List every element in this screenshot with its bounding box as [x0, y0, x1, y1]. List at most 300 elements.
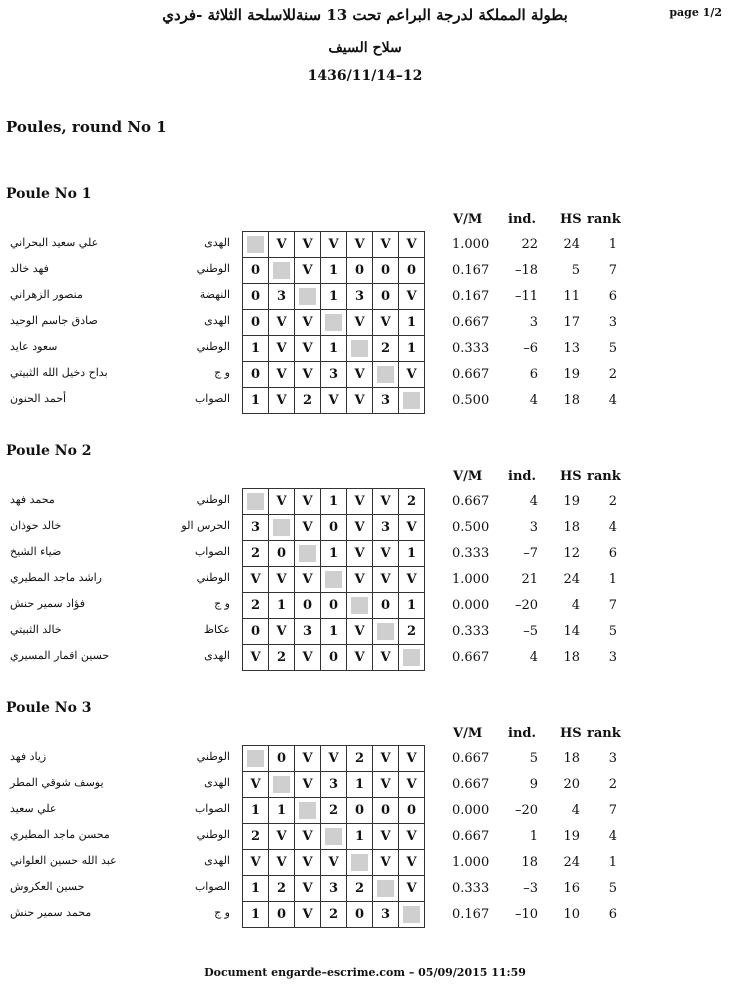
indicator-value: 3 [529, 520, 538, 535]
fencer-club: النهضة [199, 288, 230, 301]
fencer-name: أحمد الحنون [10, 392, 67, 405]
fencer-name: محمد سمير حنش [10, 906, 92, 919]
bout-cell: 2 [320, 901, 347, 928]
bout-cell: 1 [242, 875, 269, 902]
bout-cell: V [372, 849, 399, 876]
fencer-club: و ج [214, 366, 230, 379]
bout-cell: 0 [294, 592, 321, 619]
bout-cell: V [346, 488, 373, 515]
col-header-vm: V/M [453, 469, 483, 484]
vm-value: 0.333 [452, 881, 490, 896]
hits-scored-value: 19 [563, 367, 580, 382]
bout-cell: V [268, 309, 295, 336]
hits-scored-value: 20 [563, 777, 580, 792]
bout-cell: 0 [242, 361, 269, 388]
hits-scored-value: 4 [571, 598, 580, 613]
bout-cell-empty [294, 540, 321, 567]
indicator-value: 3 [529, 315, 538, 330]
bout-cell: 3 [372, 901, 399, 928]
bout-cell: 2 [398, 618, 425, 645]
bout-cell: 1 [398, 309, 425, 336]
bout-cell: V [294, 644, 321, 671]
indicator-value: 1 [529, 829, 538, 844]
bout-cell: V [398, 823, 425, 850]
table-row [0, 644, 730, 670]
bout-cell: 2 [346, 745, 373, 772]
fencer-club: الوطني [196, 340, 230, 353]
indicator-value: 5 [529, 751, 538, 766]
bout-cell: V [372, 488, 399, 515]
bout-cell: 3 [320, 771, 347, 798]
vm-value: 0.167 [452, 907, 490, 922]
bout-cell: V [268, 361, 295, 388]
bout-cell: V [372, 231, 399, 258]
poule-2 [0, 443, 730, 683]
table-row [0, 283, 730, 309]
bout-cell: 0 [268, 901, 295, 928]
bout-cell: V [268, 335, 295, 362]
vm-value: 0.667 [452, 494, 490, 509]
bout-cell: 0 [346, 797, 373, 824]
hits-scored-value: 18 [563, 520, 580, 535]
bout-cell: 0 [346, 257, 373, 284]
table-row [0, 771, 730, 797]
hits-scored-value: 18 [563, 650, 580, 665]
table-row [0, 387, 730, 413]
bout-cell: V [268, 488, 295, 515]
table-row [0, 592, 730, 618]
bout-cell-empty [242, 231, 269, 258]
bout-cell: V [268, 823, 295, 850]
rank-value: 5 [608, 881, 617, 896]
indicator-value: 9 [529, 777, 538, 792]
fencer-name: فهد خالد [10, 262, 49, 275]
poule-1 [0, 186, 730, 426]
bout-cell: V [294, 566, 321, 593]
bout-cell-empty [242, 488, 269, 515]
round-title: Poules, round No 1 [6, 118, 167, 136]
bout-cell: V [398, 566, 425, 593]
fencer-club: الحرس الو [181, 519, 230, 532]
bout-cell: V [398, 771, 425, 798]
fencer-name: علي سعيد البحراني [10, 236, 99, 249]
col-header-rank: rank [587, 726, 621, 741]
indicator-value: –10 [514, 907, 538, 922]
bout-cell: V [346, 514, 373, 541]
vm-value: 0.667 [452, 751, 490, 766]
hits-scored-value: 4 [571, 803, 580, 818]
indicator-value: 4 [529, 393, 538, 408]
table-row [0, 566, 730, 592]
bout-cell: 0 [242, 257, 269, 284]
col-header-hs: HS [560, 726, 582, 741]
bout-cell-empty [398, 901, 425, 928]
hits-scored-value: 11 [563, 289, 580, 304]
fencer-name: علي سعيد [10, 802, 57, 815]
fencer-club: الوطني [196, 493, 230, 506]
rank-value: 4 [608, 520, 617, 535]
col-header-vm: V/M [453, 212, 483, 227]
fencer-name: ضياء الشيخ [10, 545, 62, 558]
hits-scored-value: 12 [563, 546, 580, 561]
bout-cell: 2 [242, 823, 269, 850]
bout-cell: 0 [398, 797, 425, 824]
bout-cell-empty [268, 514, 295, 541]
bout-cell: 0 [268, 540, 295, 567]
bout-cell: V [372, 566, 399, 593]
bout-cell: V [268, 387, 295, 414]
fencer-name: محسن ماجد المطيري [10, 828, 110, 841]
table-row [0, 823, 730, 849]
fencer-name: حسين اقمار المسيري [10, 649, 110, 662]
rank-value: 6 [608, 907, 617, 922]
bout-cell: V [346, 387, 373, 414]
hits-scored-value: 14 [563, 624, 580, 639]
bout-cell: 2 [242, 592, 269, 619]
bout-cell: 2 [320, 797, 347, 824]
bout-cell: V [268, 566, 295, 593]
bout-cell: 1 [398, 592, 425, 619]
bout-cell: 1 [320, 257, 347, 284]
table-row [0, 797, 730, 823]
bout-cell: 1 [346, 771, 373, 798]
bout-cell-empty [294, 797, 321, 824]
vm-value: 0.500 [452, 393, 490, 408]
bout-cell: 0 [242, 309, 269, 336]
bout-cell: V [294, 361, 321, 388]
hits-scored-value: 24 [563, 572, 580, 587]
fencer-name: يوسف شوقي المطر [10, 776, 104, 789]
bout-cell-empty [398, 644, 425, 671]
rank-value: 3 [608, 315, 617, 330]
col-header-hs: HS [560, 469, 582, 484]
rank-value: 1 [608, 855, 617, 870]
bout-cell: 0 [242, 618, 269, 645]
bout-cell: 3 [268, 283, 295, 310]
table-row [0, 335, 730, 361]
bout-cell: 0 [242, 283, 269, 310]
bout-cell: 0 [372, 592, 399, 619]
fencer-club: الصواب [194, 880, 230, 893]
table-row [0, 618, 730, 644]
bout-cell: 2 [268, 875, 295, 902]
fencer-name: خالد حوذان [10, 519, 62, 532]
fencer-name: منصور الزهراني [10, 288, 83, 301]
table-row [0, 849, 730, 875]
bout-cell: 1 [320, 618, 347, 645]
date-range: 1436/11/14–12 [307, 68, 423, 84]
bout-cell-empty [242, 745, 269, 772]
bout-cell: V [294, 335, 321, 362]
bout-cell: V [346, 309, 373, 336]
bout-cell: 1 [320, 335, 347, 362]
col-header-ind: ind. [508, 726, 537, 741]
col-header-vm: V/M [453, 726, 483, 741]
bout-cell: V [346, 644, 373, 671]
bout-cell-empty [398, 387, 425, 414]
fencer-club: الصواب [194, 545, 230, 558]
fencer-name: خالد الثبيتي [10, 623, 62, 636]
bout-cell: V [372, 309, 399, 336]
bout-cell-empty [372, 361, 399, 388]
bout-cell: V [242, 644, 269, 671]
bout-cell: 1 [242, 335, 269, 362]
bout-cell: V [294, 257, 321, 284]
vm-value: 0.500 [452, 520, 490, 535]
bout-cell: V [372, 771, 399, 798]
indicator-value: –7 [523, 546, 538, 561]
indicator-value: –20 [514, 803, 538, 818]
bout-cell-empty [372, 618, 399, 645]
vm-value: 0.333 [452, 546, 490, 561]
bout-cell-empty [294, 283, 321, 310]
indicator-value: –11 [514, 289, 538, 304]
vm-value: 0.167 [452, 289, 490, 304]
bout-cell: 1 [398, 335, 425, 362]
bout-cell: V [346, 361, 373, 388]
vm-value: 0.667 [452, 315, 490, 330]
hits-scored-value: 24 [563, 855, 580, 870]
bout-cell: V [294, 875, 321, 902]
bout-cell: 3 [294, 618, 321, 645]
fencer-club: الوطني [196, 571, 230, 584]
table-row [0, 514, 730, 540]
bout-cell: V [372, 745, 399, 772]
poule-title: Poule No 3 [6, 700, 92, 716]
bout-cell: V [372, 823, 399, 850]
rank-value: 3 [608, 650, 617, 665]
vm-value: 0.000 [452, 598, 490, 613]
indicator-value: 4 [529, 494, 538, 509]
table-row [0, 309, 730, 335]
indicator-value: –18 [514, 263, 538, 278]
bout-cell: 1 [346, 823, 373, 850]
bout-cell: 1 [320, 283, 347, 310]
bout-cell: V [242, 771, 269, 798]
indicator-value: 6 [529, 367, 538, 382]
fencer-name: بداح دخيل الله الثبيتي [10, 366, 108, 379]
bout-cell: V [398, 745, 425, 772]
bout-cell: 1 [268, 592, 295, 619]
fencer-name: عبد الله حسين العلواني [10, 854, 117, 867]
hits-scored-value: 17 [563, 315, 580, 330]
bout-cell: V [398, 875, 425, 902]
bout-cell-empty [346, 592, 373, 619]
fencer-name: صادق جاسم الوحيد [10, 314, 98, 327]
indicator-value: 18 [521, 855, 538, 870]
bout-cell: V [346, 566, 373, 593]
bout-cell: 0 [372, 257, 399, 284]
bout-cell: V [294, 309, 321, 336]
bout-cell: 1 [320, 488, 347, 515]
rank-value: 2 [608, 494, 617, 509]
bout-cell: 0 [372, 283, 399, 310]
bout-cell: 1 [268, 797, 295, 824]
bout-cell-empty [346, 335, 373, 362]
table-row [0, 257, 730, 283]
bout-cell: 2 [346, 875, 373, 902]
bout-cell: V [242, 566, 269, 593]
rank-value: 5 [608, 341, 617, 356]
bout-cell: 3 [242, 514, 269, 541]
bout-cell: V [346, 618, 373, 645]
vm-value: 0.667 [452, 650, 490, 665]
bout-cell: 1 [242, 797, 269, 824]
fencer-club: الهدى [204, 776, 230, 789]
vm-value: 0.167 [452, 263, 490, 278]
fencer-club: الوطني [196, 262, 230, 275]
hits-scored-value: 13 [563, 341, 580, 356]
hits-scored-value: 16 [563, 881, 580, 896]
bout-cell: V [398, 361, 425, 388]
bout-cell-empty [346, 849, 373, 876]
bout-cell: 1 [320, 540, 347, 567]
bout-cell-empty [268, 771, 295, 798]
vm-value: 0.333 [452, 341, 490, 356]
fencer-club: الصواب [194, 802, 230, 815]
vm-value: 0.333 [452, 624, 490, 639]
bout-cell: V [320, 849, 347, 876]
fencer-club: الوطني [196, 828, 230, 841]
bout-cell: V [398, 231, 425, 258]
page-title: بطولة المملكة لدرجة البراعم تحت 13 سنةللاسلحة الثلاثة -فردي [162, 6, 568, 24]
rank-value: 4 [608, 393, 617, 408]
bout-cell: V [294, 901, 321, 928]
hits-scored-value: 18 [563, 393, 580, 408]
bout-cell: V [398, 849, 425, 876]
poule-title: Poule No 1 [6, 186, 92, 202]
bout-cell: 0 [268, 745, 295, 772]
indicator-value: –3 [523, 881, 538, 896]
bout-cell: 1 [242, 901, 269, 928]
fencer-name: سعود عايد [10, 340, 58, 353]
bout-cell: V [294, 771, 321, 798]
indicator-value: 4 [529, 650, 538, 665]
hits-scored-value: 19 [563, 494, 580, 509]
hits-scored-value: 5 [571, 263, 580, 278]
vm-value: 0.667 [452, 777, 490, 792]
fencer-club: و ج [214, 906, 230, 919]
table-row [0, 745, 730, 771]
vm-value: 0.000 [452, 803, 490, 818]
poule-3 [0, 700, 730, 940]
weapon-subtitle: سلاح السيف [328, 40, 402, 56]
fencer-club: الهدى [204, 649, 230, 662]
bout-cell: 3 [346, 283, 373, 310]
vm-value: 0.667 [452, 829, 490, 844]
bout-cell: V [294, 849, 321, 876]
bout-cell: 0 [346, 901, 373, 928]
bout-cell-empty [320, 566, 347, 593]
bout-cell: V [294, 745, 321, 772]
fencer-name: حسين العكروش [10, 880, 85, 893]
col-header-ind: ind. [508, 212, 537, 227]
bout-cell: 0 [320, 644, 347, 671]
hits-scored-value: 18 [563, 751, 580, 766]
col-header-rank: rank [587, 469, 621, 484]
poule-title: Poule No 2 [6, 443, 92, 459]
table-row [0, 488, 730, 514]
bout-cell: 2 [242, 540, 269, 567]
vm-value: 1.000 [452, 572, 490, 587]
bout-cell: V [294, 231, 321, 258]
indicator-value: 22 [521, 237, 538, 252]
page-number: page 1/2 [669, 6, 722, 19]
bout-cell: 3 [372, 514, 399, 541]
fencer-club: الصواب [194, 392, 230, 405]
col-header-hs: HS [560, 212, 582, 227]
hits-scored-value: 24 [563, 237, 580, 252]
bout-cell: 3 [320, 875, 347, 902]
rank-value: 2 [608, 367, 617, 382]
fencer-club: الهدى [204, 854, 230, 867]
bout-cell: 2 [372, 335, 399, 362]
footer: Document engarde–escrime.com – 05/09/2015 11:59 [204, 966, 526, 979]
indicator-value: –6 [523, 341, 538, 356]
bout-cell: 0 [320, 592, 347, 619]
fencer-club: الهدى [204, 314, 230, 327]
bout-cell: V [320, 387, 347, 414]
bout-cell: 0 [372, 797, 399, 824]
bout-cell: V [294, 823, 321, 850]
indicator-value: –5 [523, 624, 538, 639]
table-row [0, 875, 730, 901]
rank-value: 4 [608, 829, 617, 844]
bout-cell: V [294, 488, 321, 515]
col-header-ind: ind. [508, 469, 537, 484]
rank-value: 7 [608, 598, 617, 613]
indicator-value: 21 [521, 572, 538, 587]
indicator-value: –20 [514, 598, 538, 613]
fencer-name: راشد ماجد المطيري [10, 571, 102, 584]
col-header-rank: rank [587, 212, 621, 227]
bout-cell: V [268, 618, 295, 645]
bout-cell: 1 [398, 540, 425, 567]
bout-cell: V [346, 231, 373, 258]
bout-cell: V [372, 644, 399, 671]
bout-cell: V [268, 849, 295, 876]
rank-value: 6 [608, 546, 617, 561]
bout-cell: V [398, 283, 425, 310]
rank-value: 7 [608, 803, 617, 818]
fencer-name: محمد فهد [10, 493, 55, 506]
hits-scored-value: 10 [563, 907, 580, 922]
bout-cell-empty [320, 823, 347, 850]
fencer-club: الوطني [196, 750, 230, 763]
fencer-club: و ج [214, 597, 230, 610]
bout-cell: 0 [398, 257, 425, 284]
bout-cell: 2 [294, 387, 321, 414]
bout-cell: V [320, 745, 347, 772]
rank-value: 6 [608, 289, 617, 304]
rank-value: 3 [608, 751, 617, 766]
table-row [0, 231, 730, 257]
table-row [0, 901, 730, 927]
bout-cell: 3 [372, 387, 399, 414]
table-row [0, 361, 730, 387]
bout-cell: V [242, 849, 269, 876]
bout-cell: 2 [398, 488, 425, 515]
bout-cell: V [320, 231, 347, 258]
hits-scored-value: 19 [563, 829, 580, 844]
bout-cell-empty [320, 309, 347, 336]
bout-cell: V [294, 514, 321, 541]
vm-value: 0.667 [452, 367, 490, 382]
bout-cell-empty [268, 257, 295, 284]
vm-value: 1.000 [452, 855, 490, 870]
bout-cell: V [372, 540, 399, 567]
fencer-name: زياد فهد [10, 750, 47, 763]
